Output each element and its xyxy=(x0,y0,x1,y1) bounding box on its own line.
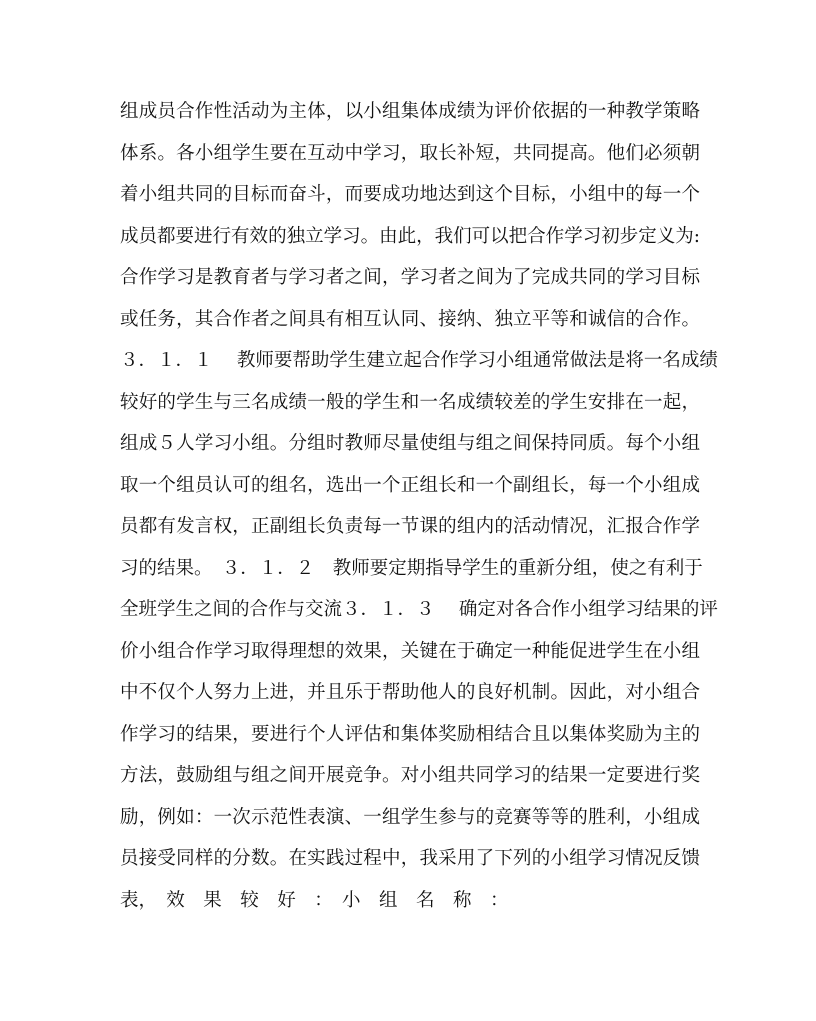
text-line-last: 表， 效 果 较 好 ： 小 组 名 称 ： xyxy=(120,889,509,911)
text-line: 作学习的结果，要进行个人评估和集体奖励相结合且以集体奖励为主的 xyxy=(120,723,700,745)
text-line: 励，例如：一次示范性表演、一组学生参与的竞赛等等的胜利，小组成 xyxy=(120,806,700,828)
text-line: 全班学生之间的合作与交流３．１．３ 确定对各合作小组学习结果的评 xyxy=(120,599,718,620)
text-line: 成员都要进行有效的独立学习。由此，我们可以把合作学习初步定义为: xyxy=(120,225,700,247)
text-line: 或任务，其合作者之间具有相互认同、接纳、独立平等和诚信的合作。 xyxy=(120,308,700,330)
text-line: 合作学习是教育者与学习者之间，学习者之间为了完成共同的学习目标 xyxy=(120,267,700,288)
text-line: 习的结果。 ３．１．２ 教师要定期指导学生的重新分组，使之有利于 xyxy=(120,557,703,579)
text-line: 组成５人学习小组。分组时教师尽量使组与组之间保持同质。每个小组 xyxy=(120,433,700,454)
text-line: 取一个组员认可的组名，选出一个正组长和一个副组长，每一个小组成 xyxy=(120,474,700,496)
text-line: 员接受同样的分数。在实践过程中，我采用了下列的小组学习情况反馈 xyxy=(120,848,700,869)
text-line: 较好的学生与三名成绩一般的学生和一名成绩较差的学生安排在一起， xyxy=(120,391,700,413)
text-line: 组成员合作性活动为主体，以小组集体成绩为评价依据的一种教学策略 xyxy=(120,101,700,122)
text-line: 价小组合作学习取得理想的效果，关键在于确定一种能促进学生在小组 xyxy=(120,640,700,662)
text-line: 员都有发言权，正副组长负责每一节课的组内的活动情况，汇报合作学 xyxy=(120,516,700,537)
text-line: 方法，鼓励组与组之间开展竞争。对小组共同学习的结果一定要进行奖 xyxy=(120,765,700,786)
body-text xyxy=(120,100,718,930)
text-line: 着小组共同的目标而奋斗，而要成功地达到这个目标，小组中的每一个 xyxy=(120,184,700,205)
text-line: 中不仅个人努力上进，并且乐于帮助他人的良好机制。因此，对小组合 xyxy=(120,682,700,703)
text-line: 体系。各小组学生要在互动中学习，取长补短，共同提高。他们必须朝 xyxy=(120,142,700,164)
text-line: ３．１．１ 教师要帮助学生建立起合作学习小组通常做法是将一名成绩 xyxy=(120,350,718,371)
